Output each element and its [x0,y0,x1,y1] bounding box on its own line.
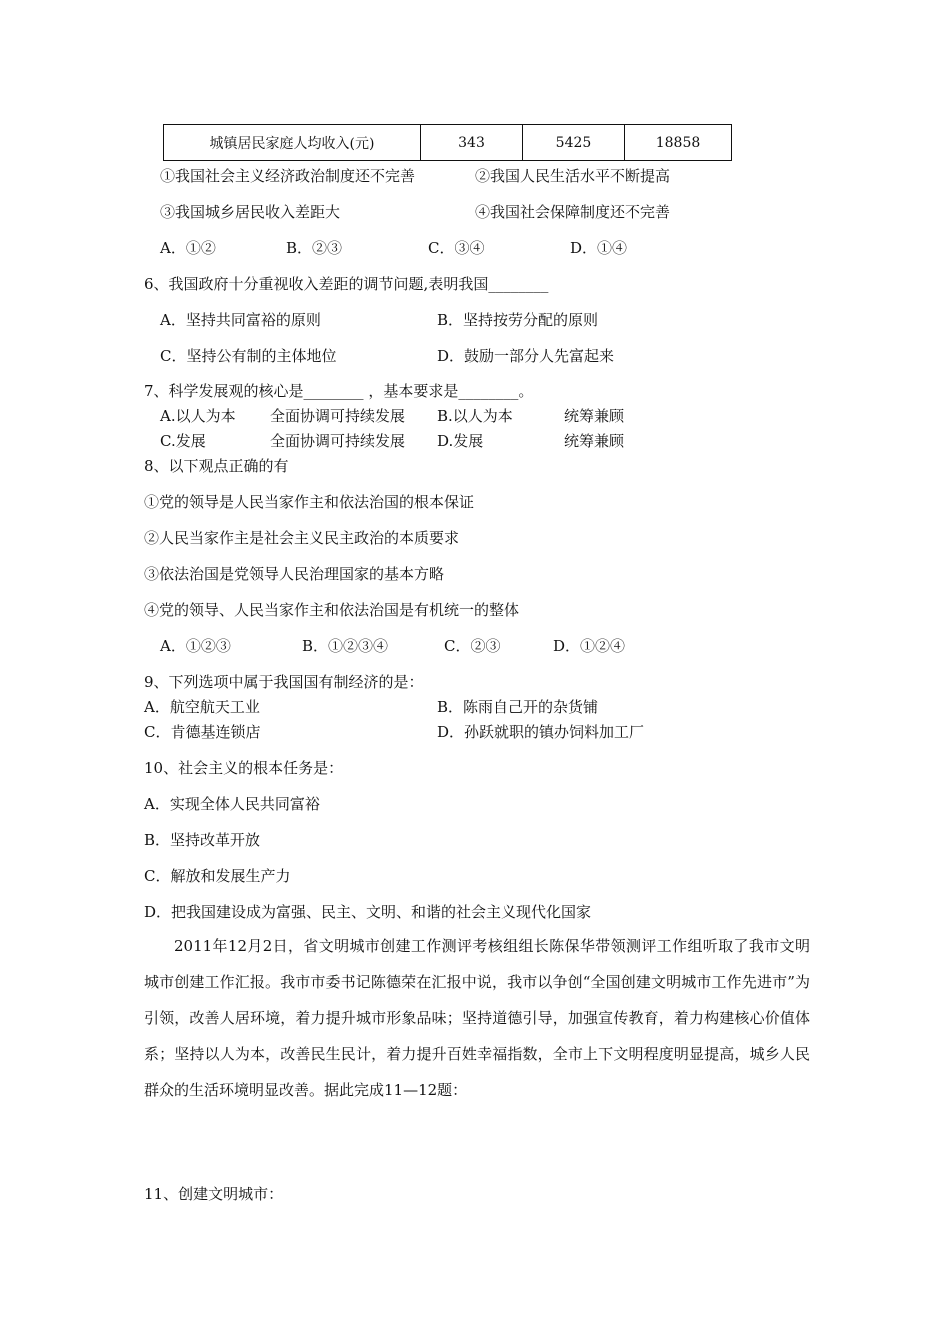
q6-option-a: A．坚持共同富裕的原则 [160,311,321,329]
q8-stem: 8、以下观点正确的有 [144,457,289,475]
q7-option-d-text: 统筹兼顾 [564,432,625,450]
q5-statement-1: ①我国社会主义经济政治制度还不完善 [160,167,416,185]
q10-stem: 10、社会主义的根本任务是： [144,759,344,777]
q8-option-c: C．②③ [444,637,501,655]
q7-option-b-letter: B.以人为本 [437,407,513,425]
q5-option-c: C．③④ [428,239,485,257]
table-cell: 5425 [523,125,625,161]
q9-option-c: C．肯德基连锁店 [144,723,261,741]
q8-option-b: B．①②③④ [302,637,389,655]
q7-stem: 7、科学发展观的核心是________ ，基本要求是________。 [144,382,534,400]
q7-option-b-text: 统筹兼顾 [564,407,625,425]
q10-option-c: C．解放和发展生产力 [144,867,291,885]
q7-option-c-letter: C.发展 [160,432,206,450]
q5-option-b: B．②③ [286,239,343,257]
q9-stem: 9、下列选项中属于我国国有制经济的是： [144,673,424,691]
q8-statement-4: ④党的领导、人民当家作主和依法治国是有机统一的整体 [144,601,520,619]
q10-option-d: D．把我国建设成为富强、民主、文明、和谐的社会主义现代化国家 [144,903,592,921]
table-row [164,125,732,161]
q8-statement-1: ①党的领导是人民当家作主和依法治国的根本保证 [144,493,475,511]
q5-statement-3: ③我国城乡居民收入差距大 [160,203,341,221]
passage-text: 2011年12月2日，省文明城市创建工作测评考核组组长陈保华带领测评工作组听取了我市文明城市创建工作汇报。我市市委书记陈德荣在汇报中说，我市以争创“全国创建文明城市工作先进市”为引领，改善人居环境，着力提升城市形象品味；坚持道德引导，加强宣传教育，着力构建核心价值体系；坚持以人为本，改善民生民计，着力提升百姓幸福指数，全市上下文明程度明显提高，城乡人民群众的生活环境明显改善。据此完成11—12题： [144,937,810,1099]
q5-statement-4: ④我国社会保障制度还不完善 [475,203,671,221]
table-cell: 18858 [625,125,732,161]
q10-option-a: A．实现全体人民共同富裕 [144,795,320,813]
q8-option-d: D．①②④ [553,637,626,655]
q9-option-d: D．孙跃就职的镇办饲料加工厂 [437,723,645,741]
q6-option-c: C．坚持公有制的主体地位 [160,347,337,365]
q11-stem: 11、创建文明城市： [144,1185,284,1203]
q10-option-b: B．坚持改革开放 [144,831,261,849]
q8-option-a: A．①②③ [160,637,231,655]
q8-statement-2: ②人民当家作主是社会主义民主政治的本质要求 [144,529,460,547]
q9-option-b: B．陈雨自己开的杂货铺 [437,698,599,716]
q7-option-d-letter: D.发展 [437,432,484,450]
table-row-label: 城镇居民家庭人均收入(元) [164,125,421,161]
reading-passage [144,928,810,1108]
q6-option-d: D．鼓励一部分人先富起来 [437,347,615,365]
table-cell: 343 [421,125,523,161]
q7-option-a-letter: A.以人为本 [160,407,236,425]
q6-stem: 6、我国政府十分重视收入差距的调节问题,表明我国________ [144,275,549,293]
q7-option-c-text: 全面协调可持续发展 [270,432,406,450]
q7-option-a-text: 全面协调可持续发展 [270,407,406,425]
q6-option-b: B．坚持按劳分配的原则 [437,311,599,329]
q5-statement-2: ②我国人民生活水平不断提高 [475,167,671,185]
income-table [163,124,732,161]
q5-option-a: A．①② [160,239,216,257]
q9-option-a: A．航空航天工业 [144,698,260,716]
q5-option-d: D．①④ [570,239,628,257]
q8-statement-3: ③依法治国是党领导人民治理国家的基本方略 [144,565,445,583]
